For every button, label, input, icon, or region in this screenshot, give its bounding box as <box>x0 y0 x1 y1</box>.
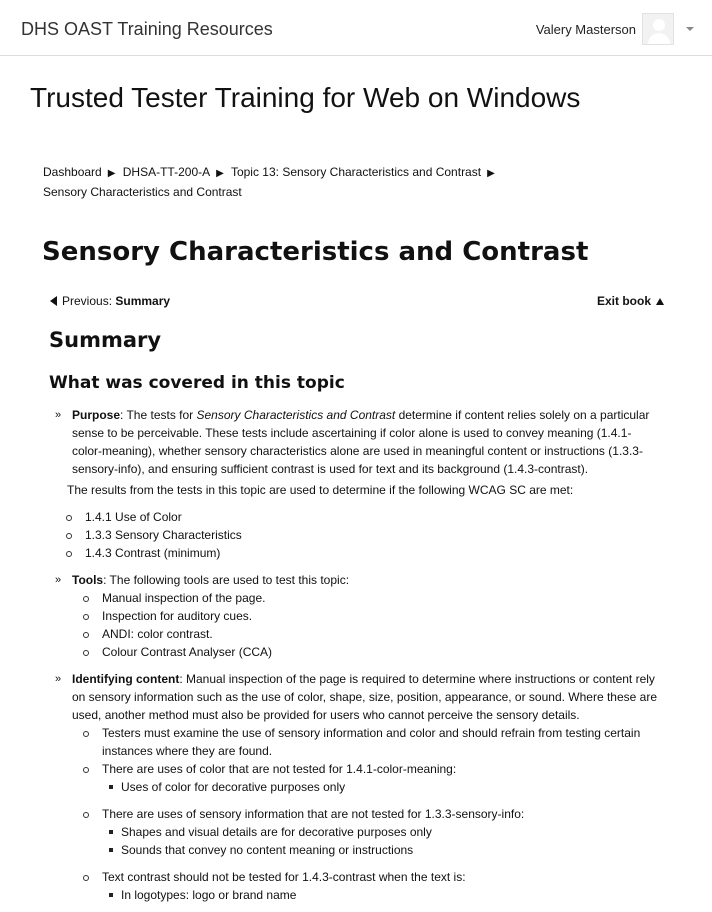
color-exceptions-list <box>102 778 660 796</box>
user-name[interactable]: Valery Masterson <box>535 21 636 37</box>
list-item: Testers must examine the use of sensory information and color and should refrain from testing certain instances where they are found. <box>76 724 660 760</box>
list-item: Uses of color for decorative purposes only <box>102 778 660 796</box>
breadcrumb-separator-icon: ▶ <box>107 168 116 179</box>
purpose-paragraph <box>72 406 660 478</box>
purpose-text-2: determine if content relies solely on a particular sense to be perceivable. These tests include ascertaining if color alone is used to convey meaning (1.4.1-color-meaning), whether sensory characteristics alone are used in meaningful content or instructions (1.3.3-sensory-info), and ensuring sufficient contrast is used for text and its background (1.4.3-contrast). <box>72 408 650 476</box>
previous-page-link[interactable] <box>50 294 170 308</box>
purpose-italic: Sensory Characteristics and Contrast <box>196 408 396 422</box>
list-item: Sounds that convey no content meaning or instructions <box>102 841 660 859</box>
previous-prefix: Previous: <box>62 294 116 308</box>
tools-list <box>76 589 660 661</box>
site-brand-link[interactable]: DHS OAST Training Resources <box>21 19 273 39</box>
covered-heading: What was covered in this topic <box>49 373 345 393</box>
purpose-block <box>55 406 660 478</box>
breadcrumb-current: Sensory Characteristics and Contrast <box>43 185 242 199</box>
user-menu[interactable] <box>536 13 694 45</box>
contrast-exceptions-list <box>102 886 660 904</box>
list-item <box>76 805 660 859</box>
breadcrumb-course[interactable]: DHSA-TT-200-A <box>122 165 211 179</box>
exit-book-link[interactable] <box>597 294 664 308</box>
caret-down-icon[interactable] <box>686 27 694 31</box>
tools-block <box>55 571 660 661</box>
tools-label: Tools <box>72 573 104 587</box>
purpose-text-1: : The tests for <box>120 408 197 422</box>
page-title: Sensory Characteristics and Contrast <box>42 237 589 267</box>
breadcrumb <box>43 163 563 201</box>
list-item: Inspection for auditory cues. <box>76 607 660 625</box>
list-item: ANDI: color contrast. <box>76 625 660 643</box>
list-item: Shapes and visual details are for decorative purposes only <box>102 823 660 841</box>
list-item: In logotypes: logo or brand name <box>102 886 660 904</box>
breadcrumb-dashboard[interactable]: Dashboard <box>43 165 102 179</box>
summary-heading: Summary <box>49 328 162 352</box>
triangle-up-icon <box>656 298 664 305</box>
triangle-left-icon <box>50 296 57 306</box>
list-item: Manual inspection of the page. <box>76 589 660 607</box>
double-chevron-bullet-icon: » <box>55 574 62 586</box>
identifying-text: : Manual inspection of the page is required to determine where instructions or content rely on sensory information such as the use of color, shape, size, position, appearance, or sound. Where these are used, another method must also be provided for users who cannot perceive the sensory details. <box>72 672 658 722</box>
list-item <box>76 760 660 796</box>
breadcrumb-separator-icon: ▶ <box>487 168 495 179</box>
list-item: 1.4.1 Use of Color <box>59 508 660 526</box>
list-item: 1.3.3 Sensory Characteristics <box>59 526 660 544</box>
list-item: Colour Contrast Analyser (CCA) <box>76 643 660 661</box>
tools-paragraph <box>72 571 660 589</box>
double-chevron-bullet-icon: » <box>55 673 62 685</box>
identifying-paragraph <box>72 670 660 724</box>
list-item-text: There are uses of sensory information that are not tested for 1.3.3-sensory-info: <box>102 807 525 821</box>
purpose-label: Purpose <box>72 408 121 422</box>
identifying-label: Identifying content <box>72 672 180 686</box>
previous-label: Summary <box>115 294 171 308</box>
user-avatar-icon[interactable] <box>642 13 674 45</box>
course-title: Trusted Tester Training for Web on Windows <box>30 82 581 113</box>
list-item-text: Text contrast should not be tested for 1.4.3-contrast when the text is: <box>102 870 466 884</box>
list-item <box>76 868 660 904</box>
tools-text: : The following tools are used to test this topic: <box>103 573 350 587</box>
wcag-sc-list <box>59 508 660 562</box>
list-item-text: There are uses of color that are not tested for 1.4.1-color-meaning: <box>102 762 457 776</box>
breadcrumb-topic[interactable]: Topic 13: Sensory Characteristics and Contrast <box>230 165 482 179</box>
sensory-exceptions-list <box>102 823 660 859</box>
purpose-after-text: The results from the tests in this topic are used to determine if the following WCAG SC are met: <box>67 483 574 497</box>
list-item: 1.4.3 Contrast (minimum) <box>59 544 660 562</box>
double-chevron-bullet-icon: » <box>55 409 62 421</box>
exit-book-label: Exit book <box>596 294 651 308</box>
breadcrumb-separator-icon: ▶ <box>216 168 224 179</box>
identifying-list <box>76 724 660 904</box>
identifying-block <box>55 670 660 904</box>
top-navbar <box>0 0 712 56</box>
summary-content <box>55 406 660 904</box>
